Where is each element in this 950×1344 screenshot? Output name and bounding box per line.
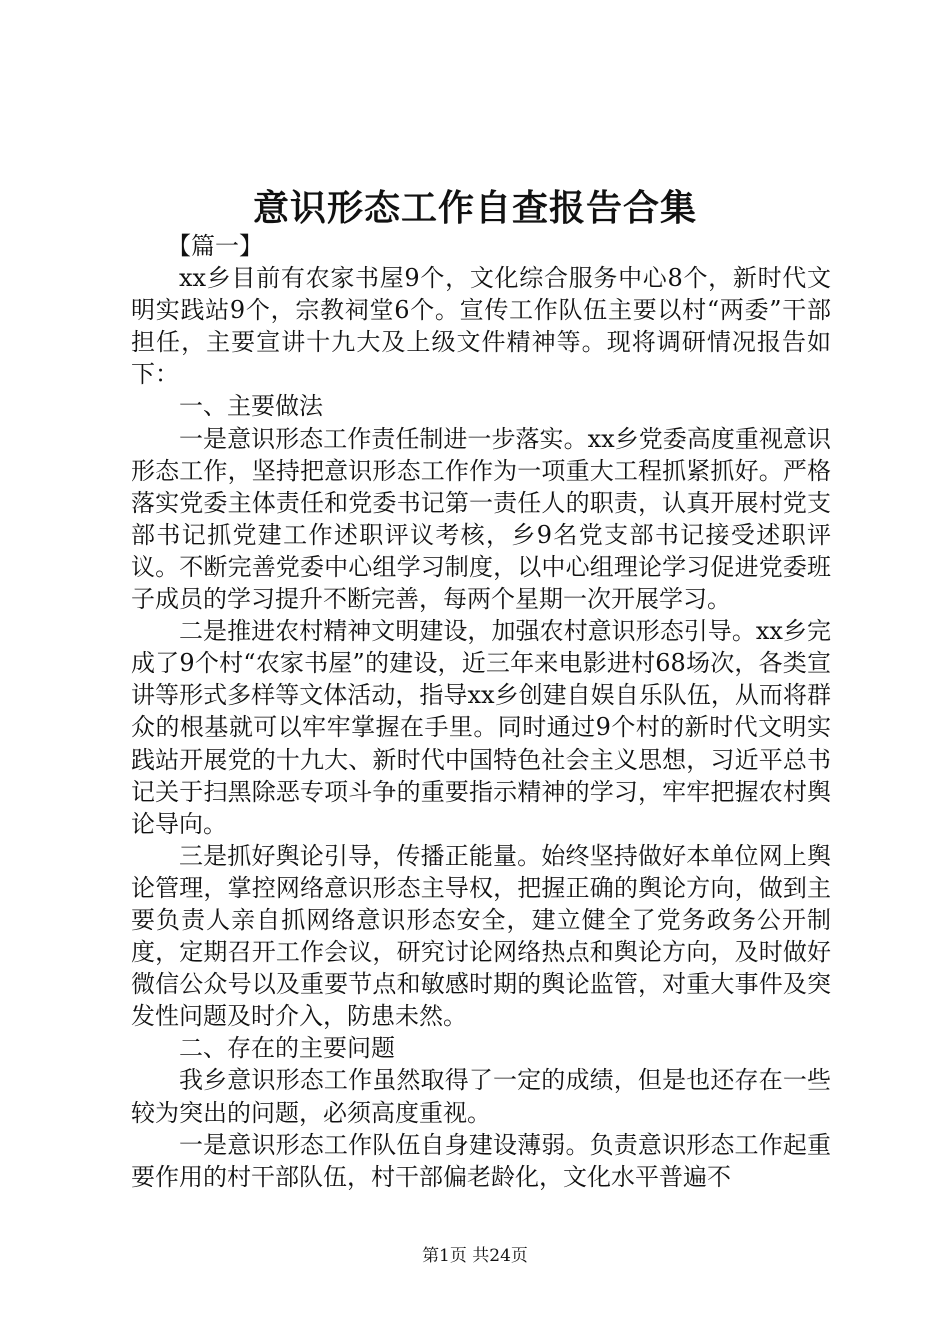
paragraph-practice-1: 一是意识形态工作责任制进一步落实。xx乡党委高度重视意识形态工作，坚持把意识形态工作作为一项重大工程抓紧抓好。严格落实党委主体责任和党委书记第一责任人的职责，认真开展村党支部书记抓党建工作述职评议考核，乡9名党支部书记接受述职评议。不断完善党委中心组学习制度，以中心组理论学习促进党委班子成员的学习提升不断完善，每两个星期一次开展学习。 [131, 424, 831, 614]
document-body [131, 230, 831, 1193]
paragraph-problem-1: 一是意识形态工作队伍自身建设薄弱。负责意识形态工作起重要作用的村干部队伍，村干部偏老龄化，文化水平普遍不 [131, 1130, 831, 1191]
document-title: 意识形态工作自查报告合集 [252, 187, 697, 229]
page-footer: 第1页 共24页 [422, 1246, 528, 1266]
paragraph-problems-intro: 我乡意识形态工作虽然取得了一定的成绩，但是也还存在一些较为突出的问题，必须高度重视。 [131, 1066, 831, 1127]
paragraph-practice-2: 二是推进农村精神文明建设，加强农村意识形态引导。xx乡完成了9个村“农家书屋”的建设，近三年来电影进村68场次，各类宣讲等形式多样等文体活动，指导xx乡创建自娱自乐队伍，从而将群众的根基就可以牢牢掌握在手里。同时通过9个村的新时代文明实践站开展党的十九大、新时代中国特色社会主义思想，习近平总书记关于扫黑除恶专项斗争的重要指示精神的学习，牢牢把握农村舆论导向。 [131, 617, 831, 838]
section-tag: 【篇一】 [167, 232, 263, 260]
heading-main-practices: 一、主要做法 [179, 392, 323, 421]
heading-main-problems: 二、存在的主要问题 [179, 1034, 395, 1063]
paragraph-practice-3: 三是抓好舆论引导，传播正能量。始终坚持做好本单位网上舆论管理，掌控网络意识形态主导权，把握正确的舆论方向，做到主要负责人亲自抓网络意识形态安全，建立健全了党务政务公开制度，定期召开工作会议，研究讨论网络热点和舆论方向，及时做好微信公众号以及重要节点和敏感时期的舆论监管，对重大事件及突发性问题及时介入，防患未然。 [131, 841, 831, 1031]
paragraph-intro: xx乡目前有农家书屋9个，文化综合服务中心8个，新时代文明实践站9个，宗教祠堂6个。宣传工作队伍主要以村“两委”干部担任，主要宣讲十九大及上级文件精神等。现将调研情况报告如下： [131, 264, 831, 389]
